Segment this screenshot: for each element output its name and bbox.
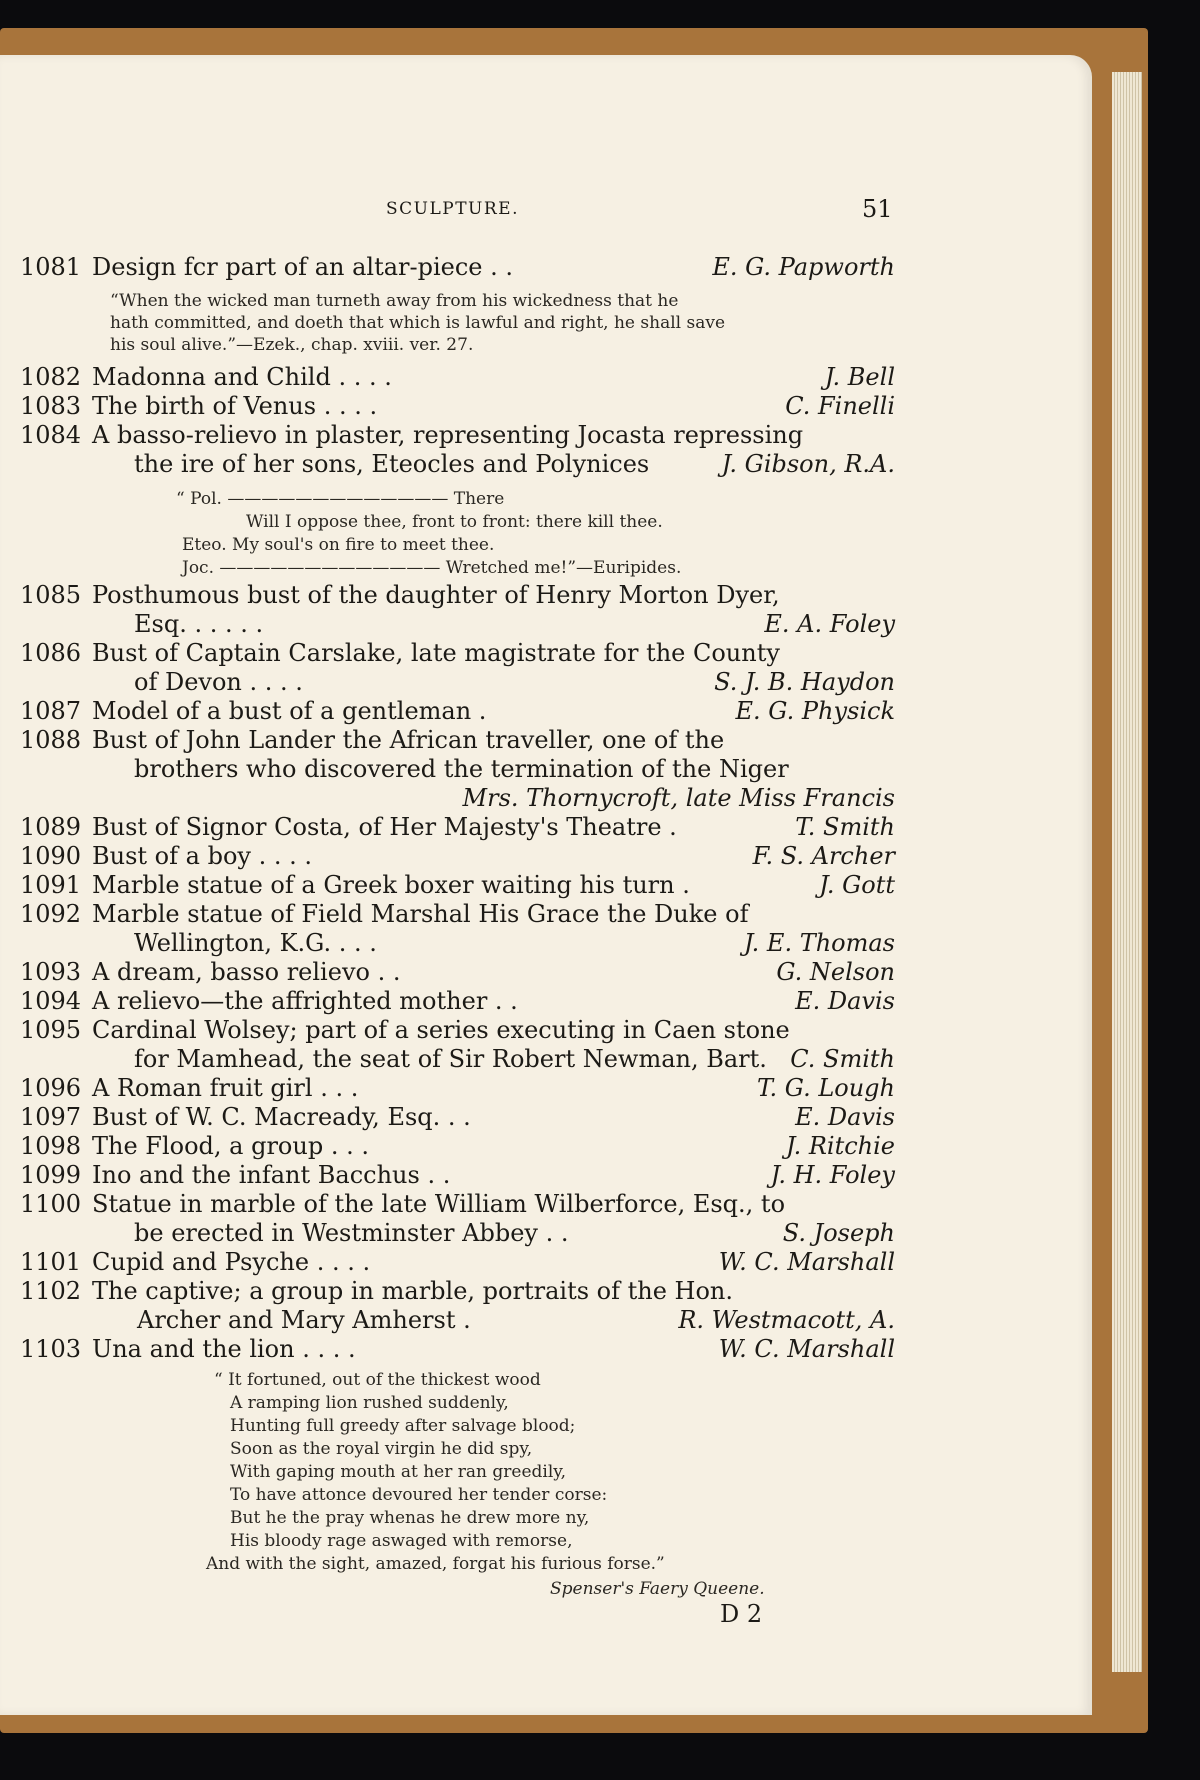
entry-artist: S. Joseph bbox=[782, 1219, 895, 1247]
poem-line: His bloody rage aswaged with remorse, bbox=[230, 1531, 573, 1551]
entry-artist: C. Smith bbox=[790, 1045, 895, 1073]
entry-title: Posthumous bust of the daughter of Henry Morton Dyer, bbox=[92, 581, 780, 609]
page-number: 51 bbox=[862, 195, 893, 223]
quote-line: hath committed, and doeth that which is lawful and right, he shall save bbox=[110, 313, 726, 333]
quote-line: his soul alive.”—Ezek., chap. xviii. ver. 27. bbox=[110, 335, 474, 355]
quote-line: “ Pol. ————————————— There bbox=[176, 489, 505, 509]
entry-title: Bust of John Lander the African traveller, one of the bbox=[92, 726, 725, 754]
entry-number: 1091 bbox=[20, 871, 82, 899]
entry-title: Madonna and Child . . . . bbox=[92, 363, 392, 391]
entry-title: Marble statue of Field Marshal His Grace the Duke of bbox=[92, 900, 749, 928]
quote-line: Joc. ————————————— Wretched me!”—Euripides. bbox=[182, 558, 682, 578]
entry-title-continued: be erected in Westminster Abbey . . bbox=[134, 1219, 569, 1247]
entry-title: Ino and the infant Bacchus . . bbox=[92, 1161, 451, 1189]
entry-number: 1097 bbox=[20, 1103, 82, 1131]
entry-number: 1089 bbox=[20, 813, 82, 841]
poem-line: Soon as the royal virgin he did spy, bbox=[230, 1439, 533, 1459]
running-header: SCULPTURE. bbox=[386, 199, 519, 219]
entry-number: 1094 bbox=[20, 987, 82, 1015]
book-page bbox=[0, 55, 1092, 1715]
poem-line: A ramping lion rushed suddenly, bbox=[230, 1393, 509, 1413]
quote-line: Will I oppose thee, front to front: there kill thee. bbox=[246, 512, 663, 532]
entry-number: 1099 bbox=[20, 1161, 82, 1189]
entry-artist: E. A. Foley bbox=[764, 610, 895, 638]
entry-number: 1087 bbox=[20, 697, 82, 725]
entry-artist: F. S. Archer bbox=[752, 842, 895, 870]
entry-number: 1082 bbox=[20, 363, 82, 391]
entry-artist: J. Ritchie bbox=[785, 1132, 895, 1160]
poem-line: “ It fortuned, out of the thickest wood bbox=[214, 1370, 541, 1390]
entry-artist: W. C. Marshall bbox=[718, 1335, 895, 1363]
entry-title: Bust of W. C. Macready, Esq. . . bbox=[92, 1103, 471, 1131]
entry-title-continued: Archer and Mary Amherst . bbox=[137, 1306, 471, 1334]
entry-artist: R. Westmacott, A. bbox=[678, 1306, 895, 1334]
entry-title: A Roman fruit girl . . . bbox=[92, 1074, 359, 1102]
entry-artist: Mrs. Thornycroft, late Miss Francis bbox=[462, 784, 895, 812]
entry-artist: J. H. Foley bbox=[770, 1161, 895, 1189]
entry-title: Bust of Captain Carslake, late magistrate for the County bbox=[92, 639, 780, 667]
entry-number: 1085 bbox=[20, 581, 82, 609]
entry-artist: J. E. Thomas bbox=[743, 929, 895, 957]
entry-title-continued: for Mamhead, the seat of Sir Robert Newman, Bart. bbox=[134, 1045, 767, 1073]
entry-title: Cardinal Wolsey; part of a series executing in Caen stone bbox=[92, 1016, 790, 1044]
entry-title-continued: Wellington, K.G. . . . bbox=[134, 929, 377, 957]
poem-line: To have attonce devoured her tender corse: bbox=[230, 1485, 608, 1505]
entry-number: 1088 bbox=[20, 726, 82, 754]
entry-artist: E. G. Physick bbox=[735, 697, 895, 725]
entry-title-continued: Esq. . . . . . bbox=[134, 610, 264, 638]
poem-attribution: Spenser's Faery Queene. bbox=[550, 1579, 765, 1599]
entry-number: 1081 bbox=[20, 253, 82, 281]
entry-artist: E. Davis bbox=[795, 1103, 895, 1131]
entry-artist: E. Davis bbox=[795, 987, 895, 1015]
entry-artist: J. Bell bbox=[824, 363, 895, 391]
entry-title: Statue in marble of the late William Wilberforce, Esq., to bbox=[92, 1190, 786, 1218]
poem-line: With gaping mouth at her ran greedily, bbox=[230, 1462, 567, 1482]
entry-title: A relievo—the affrighted mother . . bbox=[92, 987, 518, 1015]
entry-artist: T. Smith bbox=[795, 813, 895, 841]
entry-number: 1101 bbox=[20, 1248, 82, 1276]
entry-artist: E. G. Papworth bbox=[712, 253, 895, 281]
entry-title: Una and the lion . . . . bbox=[92, 1335, 356, 1363]
entry-artist: G. Nelson bbox=[776, 958, 895, 986]
entry-title-continued: of Devon . . . . bbox=[134, 668, 303, 696]
entry-number: 1098 bbox=[20, 1132, 82, 1160]
entry-artist: J. Gibson, R.A. bbox=[721, 450, 895, 478]
entry-title-continued: the ire of her sons, Eteocles and Polynices bbox=[134, 450, 650, 478]
entry-title: Model of a bust of a gentleman . bbox=[92, 697, 487, 725]
poem-line: And with the sight, amazed, forgat his furious forse.” bbox=[206, 1554, 665, 1574]
entry-number: 1093 bbox=[20, 958, 82, 986]
entry-artist: S. J. B. Haydon bbox=[714, 668, 895, 696]
entry-number: 1086 bbox=[20, 639, 82, 667]
entry-artist: T. G. Lough bbox=[757, 1074, 895, 1102]
quote-line: “When the wicked man turneth away from his wickedness that he bbox=[110, 291, 679, 311]
entry-title: Bust of a boy . . . . bbox=[92, 842, 312, 870]
entry-title: The birth of Venus . . . . bbox=[92, 392, 378, 420]
entry-number: 1083 bbox=[20, 392, 82, 420]
poem-line: But he the pray whenas he drew more ny, bbox=[230, 1508, 590, 1528]
signature-mark: D 2 bbox=[720, 1600, 763, 1628]
entry-artist: J. Gott bbox=[819, 871, 895, 899]
page-edges bbox=[1112, 72, 1142, 1672]
entry-number: 1100 bbox=[20, 1190, 82, 1218]
entry-number: 1103 bbox=[20, 1335, 82, 1363]
entry-title: Bust of Signor Costa, of Her Majesty's Theatre . bbox=[92, 813, 677, 841]
entry-title: A dream, basso relievo . . bbox=[92, 958, 401, 986]
entry-artist: C. Finelli bbox=[785, 392, 895, 420]
entry-title: Cupid and Psyche . . . . bbox=[92, 1248, 371, 1276]
entry-title: Marble statue of a Greek boxer waiting his turn . bbox=[92, 871, 690, 899]
entry-number: 1095 bbox=[20, 1016, 82, 1044]
entry-title: A basso-relievo in plaster, representing Jocasta repressing bbox=[92, 421, 804, 449]
entry-number: 1102 bbox=[20, 1277, 82, 1305]
entry-number: 1084 bbox=[20, 421, 82, 449]
entry-number: 1096 bbox=[20, 1074, 82, 1102]
entry-title-continued: brothers who discovered the termination of the Niger bbox=[134, 755, 789, 783]
quote-line: Eteo. My soul's on fire to meet thee. bbox=[182, 535, 495, 555]
entry-artist: W. C. Marshall bbox=[718, 1248, 895, 1276]
entry-number: 1092 bbox=[20, 900, 82, 928]
entry-title: The Flood, a group . . . bbox=[92, 1132, 369, 1160]
entry-title: The captive; a group in marble, portraits of the Hon. bbox=[92, 1277, 734, 1305]
entry-number: 1090 bbox=[20, 842, 82, 870]
entry-title: Design fcr part of an altar-piece . . bbox=[92, 253, 514, 281]
poem-line: Hunting full greedy after salvage blood; bbox=[230, 1416, 576, 1436]
